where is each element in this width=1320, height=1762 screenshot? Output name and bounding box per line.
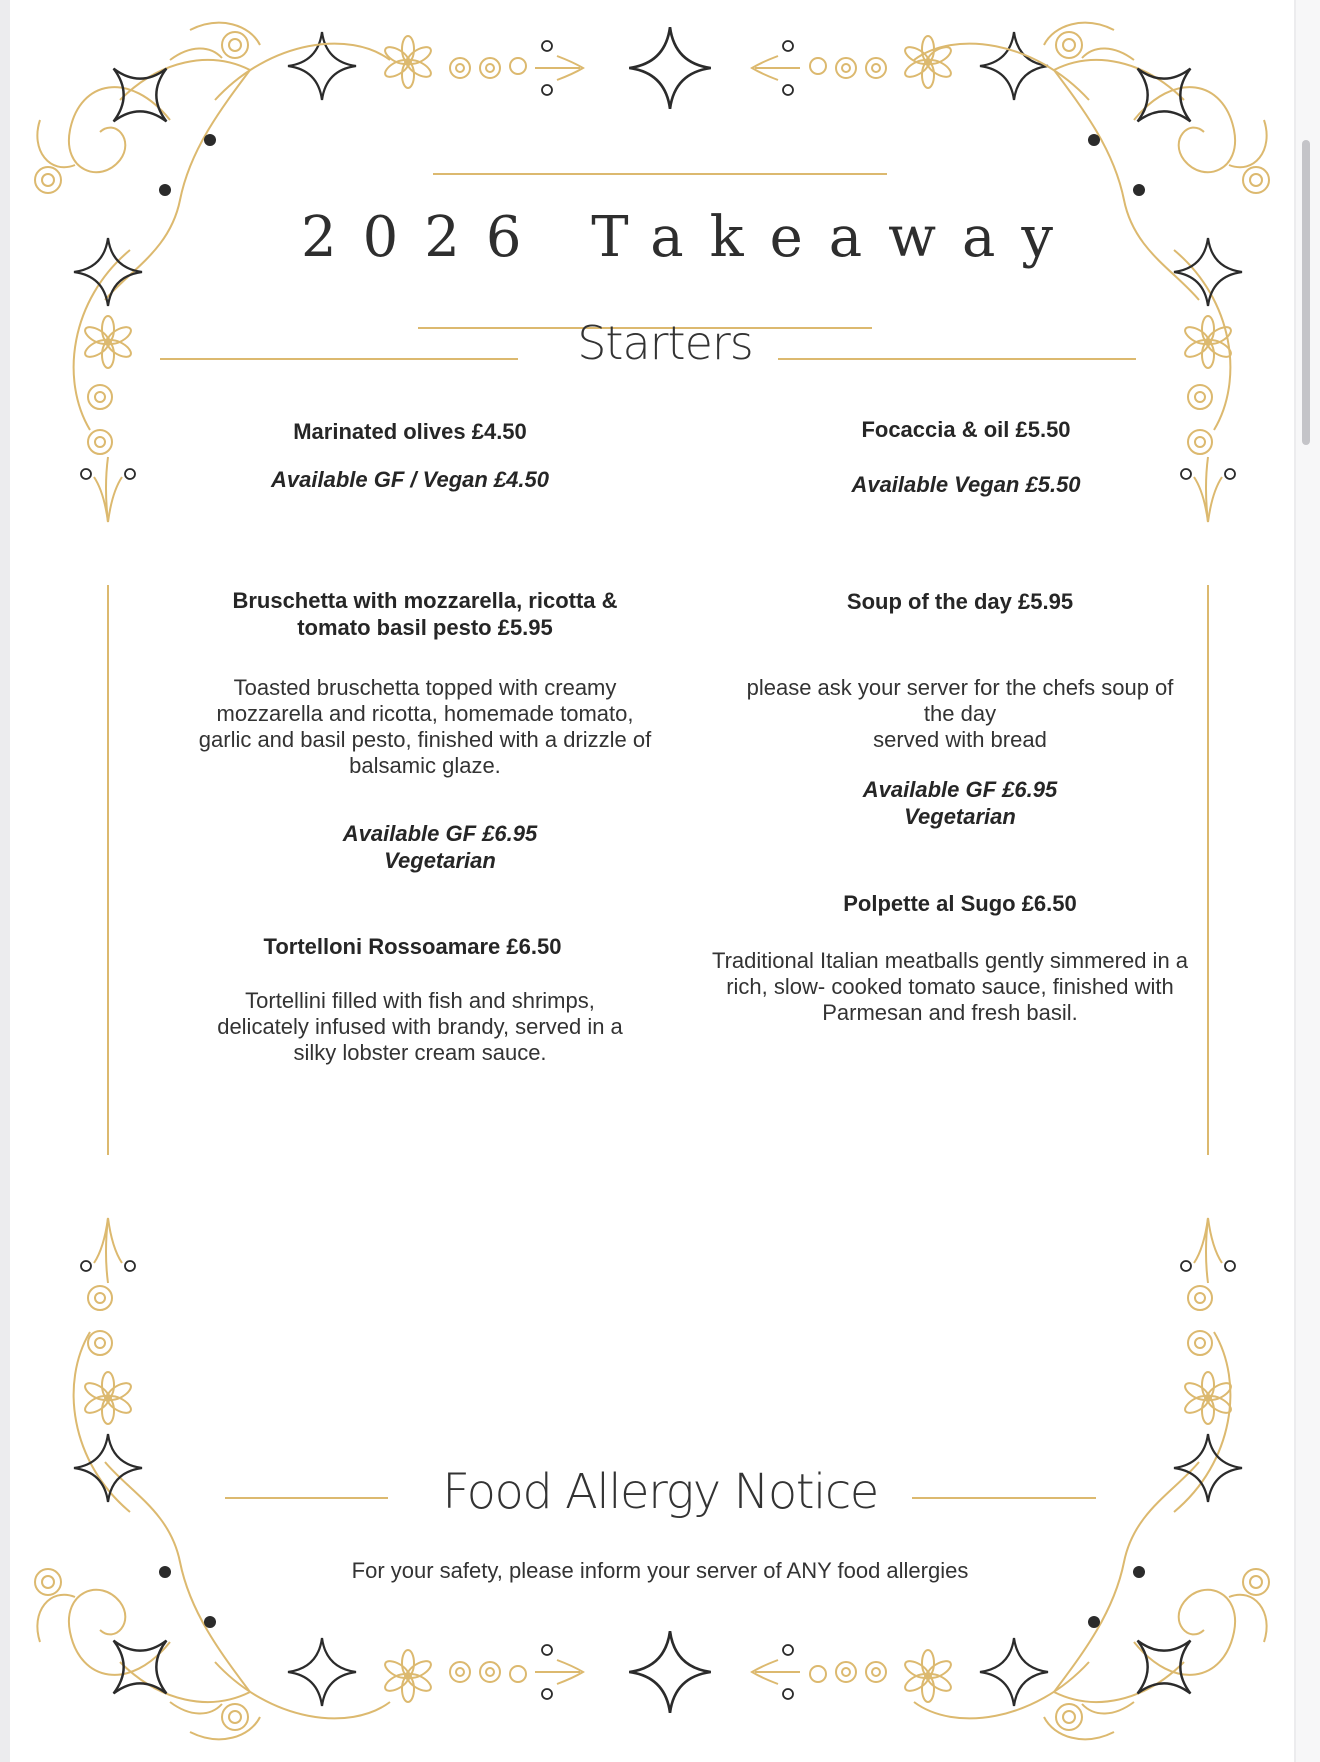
allergy-notice-title: Food Allergy Notice <box>442 1464 878 1520</box>
scrollbar-thumb[interactable] <box>1302 140 1310 445</box>
menu-item-serving-note: served with bread <box>873 727 1047 752</box>
menu-item-availability: Available GF / Vegan £4.50 <box>271 467 549 492</box>
menu-item-description: Traditional Italian meatballs gently simmered in a rich, slow- cooked tomato sauce, finished with Parmesan and fresh basil. <box>711 948 1189 1025</box>
menu-title: 2026 Takeaway <box>300 205 1080 270</box>
menu-page <box>10 0 1294 1762</box>
menu-item-dietary: Vegetarian <box>904 804 1016 829</box>
menu-item-description: Toasted bruschetta topped with creamy mozzarella and ricotta, homemade tomato, garlic and basil pesto, finished with a drizzle of balsamic glaze. <box>198 675 652 778</box>
menu-item-name: Focaccia & oil £5.50 <box>861 417 1071 442</box>
menu-item-name: Tortelloni Rossoamare £6.50 <box>263 934 562 959</box>
menu-item-name: Soup of the day £5.95 <box>846 589 1074 614</box>
menu-item-description: please ask your server for the chefs soup of the day <box>746 675 1174 726</box>
menu-item-availability: Available Vegan £5.50 <box>851 472 1081 497</box>
menu-item-name: Bruschetta with mozzarella, ricotta & tomato basil pesto £5.95 <box>232 588 618 640</box>
menu-item-name: Marinated olives £4.50 <box>293 419 527 444</box>
menu-item-name: Polpette al Sugo £6.50 <box>843 891 1077 916</box>
menu-item-availability: Available GF £6.95 <box>862 777 1058 802</box>
menu-item-dietary: Vegetarian <box>384 848 496 873</box>
menu-item-availability: Available GF £6.95 <box>342 821 538 846</box>
section-title: Starters <box>577 316 753 370</box>
menu-item-description: Tortellini filled with fish and shrimps, delicately infused with brandy, served in a silky lobster cream sauce. <box>217 988 623 1065</box>
allergy-notice-text: For your safety, please inform your server of ANY food allergies <box>351 1558 969 1583</box>
